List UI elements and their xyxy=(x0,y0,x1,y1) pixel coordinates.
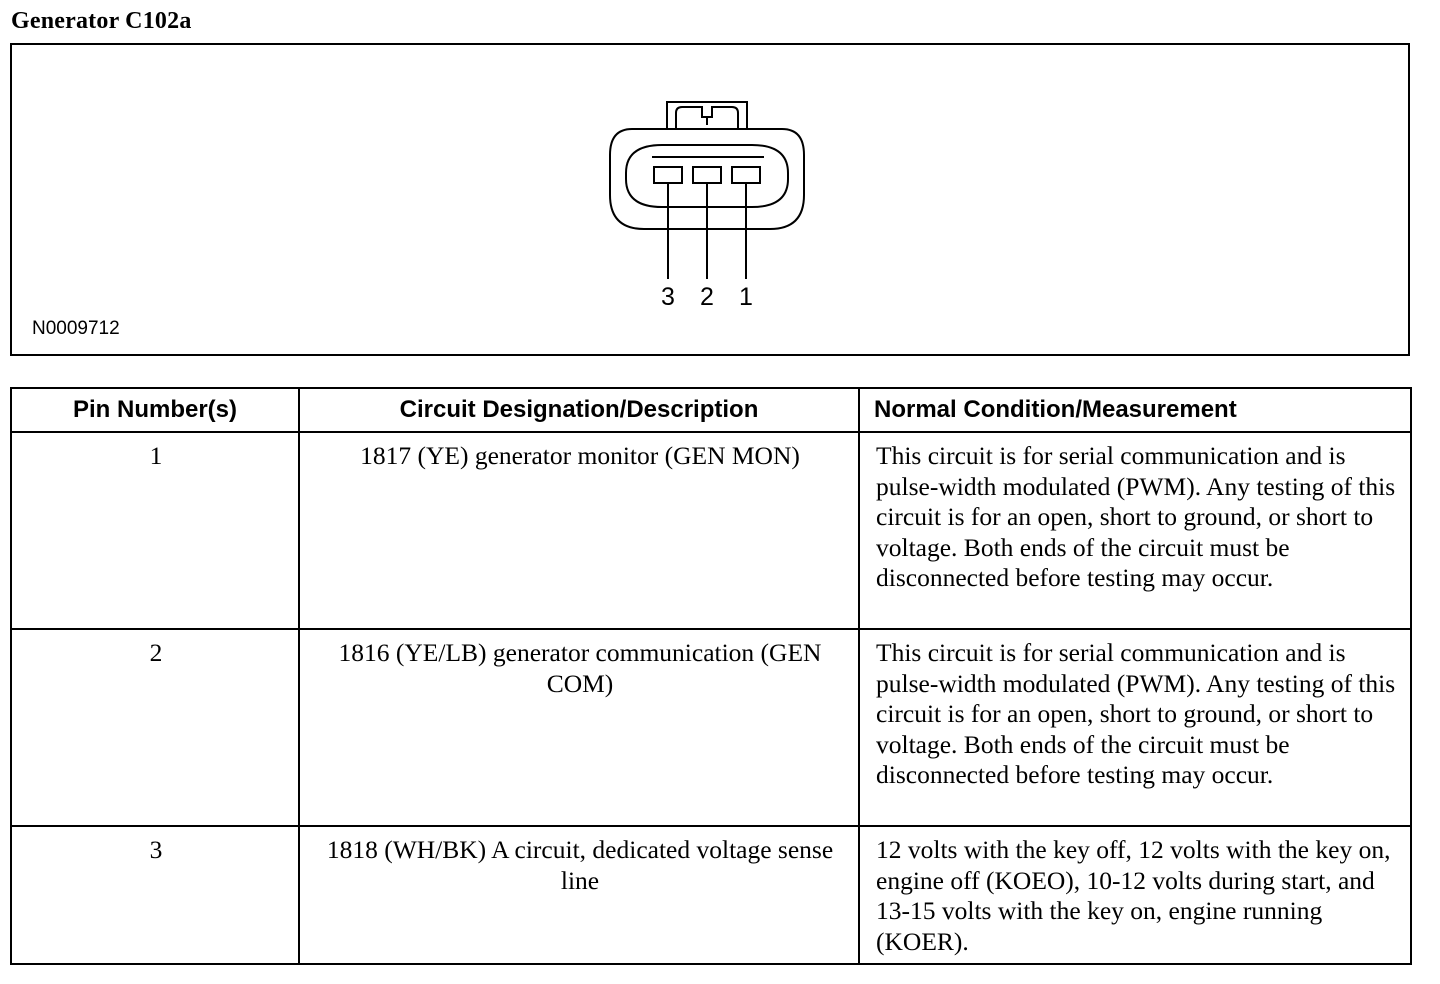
figure-code: N0009712 xyxy=(32,318,120,339)
terminal-2 xyxy=(693,167,721,183)
header-normal-condition: Normal Condition/Measurement xyxy=(859,388,1411,432)
pin-label-3: 3 xyxy=(661,283,675,311)
pin-number-cell: 2 xyxy=(11,629,299,826)
page-title: Generator C102a xyxy=(11,8,192,34)
normal-condition-cell: This circuit is for serial communication and is pulse-width modulated (PWM). Any testing of this circuit is for an open, short to ground, or short to voltage. Both ends of the circuit must be disconnected before testing may occur. xyxy=(859,629,1411,826)
terminal-1 xyxy=(732,167,760,183)
pin-number-cell: 1 xyxy=(11,432,299,629)
pin-label-2: 2 xyxy=(700,283,714,311)
connector-figure xyxy=(10,43,1410,356)
terminal-3 xyxy=(654,167,682,183)
pin-label-1: 1 xyxy=(739,283,753,311)
table-header-row xyxy=(11,388,1411,432)
table-row xyxy=(11,826,1411,964)
pin-number-cell: 3 xyxy=(11,826,299,964)
normal-condition-cell: 12 volts with the key off, 12 volts with the key on, engine off (KOEO), 10-12 volts during start, and 13-15 volts with the key on, engine running (KOER). xyxy=(859,826,1411,964)
circuit-cell: 1817 (YE) generator monitor (GEN MON) xyxy=(299,432,859,629)
table-row xyxy=(11,432,1411,629)
circuit-cell: 1816 (YE/LB) generator communication (GEN COM) xyxy=(299,629,859,826)
normal-condition-cell: This circuit is for serial communication and is pulse-width modulated (PWM). Any testing of this circuit is for an open, short to ground, or short to voltage. Both ends of the circuit must be disconnected before testing may occur. xyxy=(859,432,1411,629)
circuit-cell: 1818 (WH/BK) A circuit, dedicated voltage sense line xyxy=(299,826,859,964)
pin-table xyxy=(10,387,1412,965)
header-pin-number: Pin Number(s) xyxy=(11,388,299,432)
header-circuit-designation: Circuit Designation/Description xyxy=(299,388,859,432)
table-row xyxy=(11,629,1411,826)
